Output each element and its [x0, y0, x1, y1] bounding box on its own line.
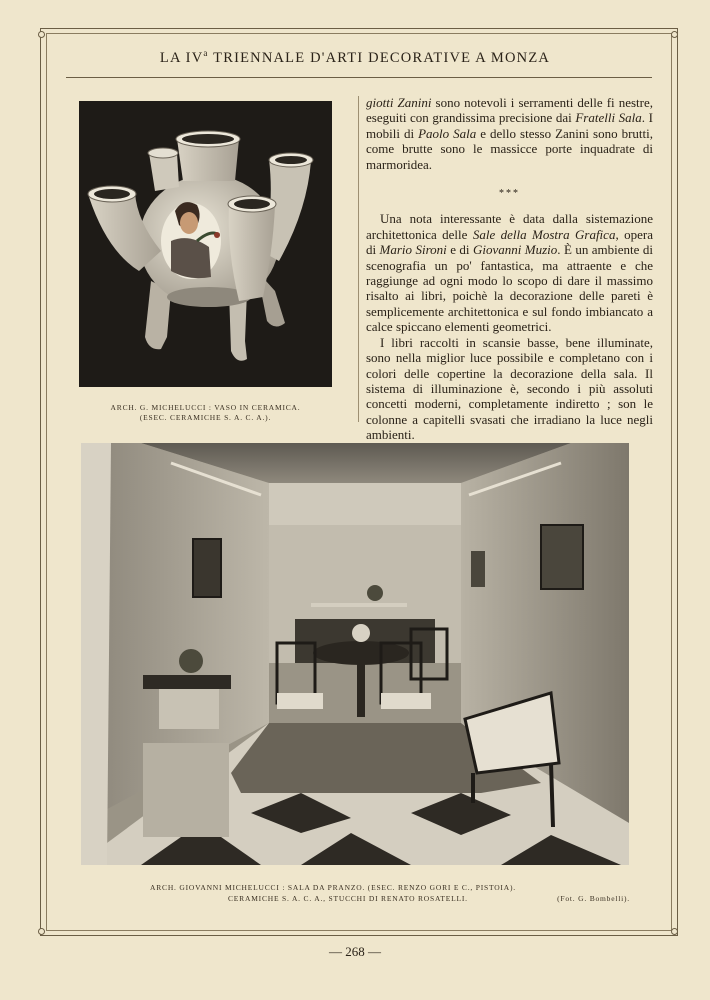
page-header: [0, 48, 710, 67]
column-divider: [358, 96, 359, 422]
p3-run: I libri raccolti in scansie basse, bene illuminate, sono nella miglior luce possibile e completano con i colori delle copertine la decorazione della sala. Il sistema di illuminazione è, secondo i più assoluti concetti moderni, completamente indiretto ; son le colonne a capitelli svasati che irradiano la luce negli ambienti.: [366, 334, 653, 443]
vase-photo: [79, 101, 332, 387]
p2-run: Giovanni Muzio: [472, 242, 558, 258]
p1-run: e dello stesso Zanini sono brutti, come brutte sono le massicce porte inquadrate di marmoridea.: [366, 125, 654, 172]
dining-caption-line2: CERAMICHE S. A. C. A., STUCCHI DI RENATO ROSATELLI.: [228, 894, 468, 903]
header-title-sup: a: [203, 48, 209, 58]
dining-room-caption: [150, 882, 650, 904]
corner-ornament: [671, 31, 678, 38]
p2-run: , opera di: [366, 226, 653, 258]
page-number: — 268 —: [329, 944, 381, 959]
header-title-pre: LA IV: [159, 49, 204, 66]
p1-run: giotti Zanini: [366, 95, 432, 110]
p1-run: . I mobili di: [366, 110, 653, 141]
paragraph-2: [366, 211, 653, 334]
p2-run: Sale della Mostra Grafica: [472, 226, 616, 242]
p2-run: e di: [446, 242, 473, 258]
corner-ornament: [38, 928, 45, 935]
p1-run: Fratelli Sala: [575, 110, 642, 126]
vase-caption: [79, 403, 332, 423]
vase-caption-line2: (ESEC. CERAMICHE S. A. C. A.).: [139, 413, 272, 422]
p2-run: . È un ambiente di scenografia un po' fantastica, ma attraente e che raggiunge ad ogni modo lo scopo di dare il massimo risalto ai libri, poichè la decorazione delle pareti è semplicemente architettonica e sul fondo imbiancato a calce spiccano elementi geometrici.: [366, 242, 653, 335]
photo-credit: (Fot. G. Bombelli).: [557, 894, 630, 903]
article-text: [366, 95, 653, 443]
p2-run: Mario Sironi: [379, 242, 447, 258]
p1-run: sono notevoli i serramenti delle fi nestre, eseguiti con grandissima precisione dai: [366, 95, 653, 126]
header-rule: [66, 77, 652, 78]
header-title-post: TRIENNALE D'ARTI DECORATIVE A MONZA: [208, 49, 551, 66]
p2-run: Una nota interessante è data dalla sistemazione architettonica delle: [366, 211, 653, 242]
paragraph-1: [366, 95, 653, 172]
p1-run: Paolo Sala: [418, 125, 477, 141]
dining-caption-line1: ARCH. GIOVANNI MICHELUCCI : SALA DA PRANZO. (ESEC. RENZO GORI E C., PISTOIA).: [150, 883, 516, 892]
paragraph-3: [366, 335, 653, 443]
corner-ornament: [38, 31, 45, 38]
section-separator: ***: [499, 188, 520, 200]
vase-caption-line1: ARCH. G. MICHELUCCI : VASO IN CERAMICA.: [110, 403, 301, 412]
dining-room-photo: [81, 443, 629, 865]
corner-ornament: [671, 928, 678, 935]
